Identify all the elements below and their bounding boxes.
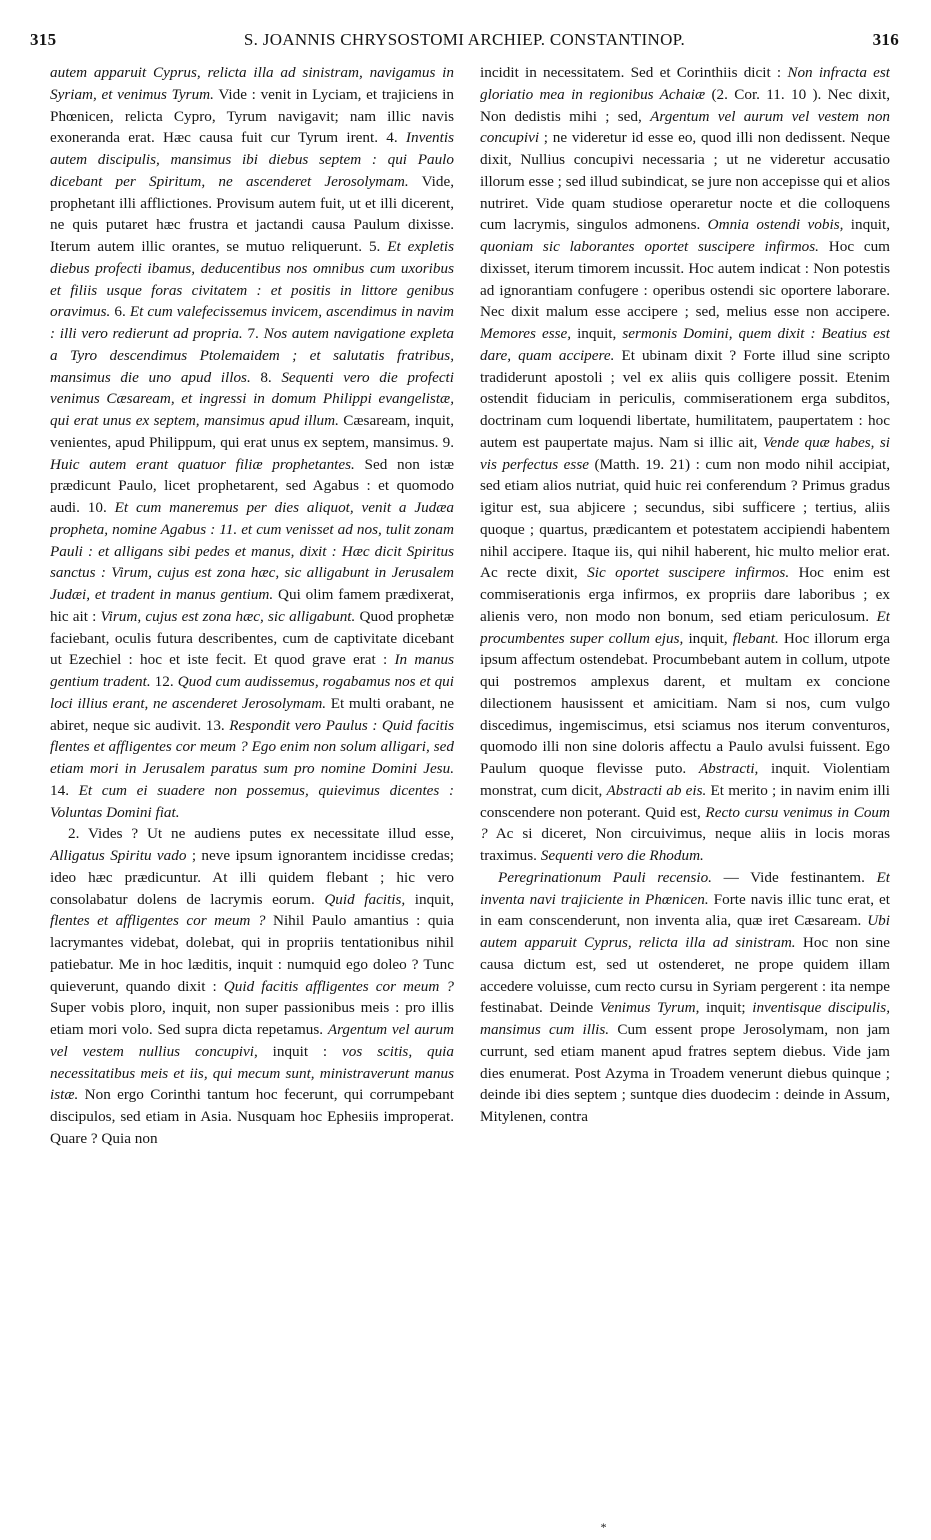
italic-text-run: Et inventa navi trajiciente in Phœnicen. (480, 868, 890, 908)
text-run: Hoc illorum erga ipsum affectum ostendebat. Procumbebant autem in collum, utpote qui postremos amplexus darent, et multam ex concione dilectionem hausissent et amicitiam. Nam si nos, cum vulgo discedimus, ingemiscimus, etsi sciamus nos iterum conventuros, quomodo illi non sine doloris affectu a Paulo avulsi fuissent. Ego Paulum quoque flevisse puto. (480, 629, 890, 777)
italic-text-run: Argentum vel aurum vel vestem nullius concupivi (50, 1021, 454, 1060)
text-run: Forte navis illic tunc erat, et in eam conscenderunt, non inventa alia, quæ iret Cæsaream. (480, 890, 890, 930)
italic-text-run: autem apparuit Cyprus, relicta illa ad sinistram, navigamus in Syriam, et venimus Tyrum. (50, 64, 454, 103)
text-run: 12. (150, 673, 178, 690)
italic-text-run: Et procumbentes super collum ejus, (480, 607, 890, 647)
italic-text-run: Sic oportet suscipere infirmos. (587, 564, 790, 582)
page-number-right: 316 (872, 30, 899, 49)
italic-text-run: flentes et affligentes cor meum ? (50, 912, 266, 930)
italic-text-run: Alligatus Spiritu vado (50, 847, 187, 864)
italic-text-run: Memores esse, (480, 325, 572, 342)
text-run: 14. (50, 781, 79, 799)
italic-text-run: Sequenti vero die profecti venimus Cæsaream, et ingressi in domum Philippi evangelistæ, qui erat unus ex septem, mansimus apud illum. (50, 368, 454, 429)
italic-text-run: Sequenti vero die Rhodum. (540, 847, 704, 864)
paragraph (50, 62, 454, 823)
text-run: Quod prophetæ faciebant, oculis futura describentes, cum de captivitate dicebant ut Ezechiel : hoc et iste fecit. Et quod grave erat : (50, 607, 454, 669)
text-run: Et merito ; in navim enim illi conscendere non poterant. Quid est, (480, 781, 890, 821)
paragraph (480, 62, 890, 867)
text-run: inquit, (571, 325, 623, 342)
italic-text-run: Quod cum audissemus, rogabamus nos et qui loci illius erant, ne ascenderet Jerosolymam. (50, 673, 454, 712)
italic-text-run: quoniam sic laborantes oportet suscipere infirmos. (480, 238, 819, 255)
italic-text-run: Respondit vero Paulus : Quid facitis flentes et affligentes cor meum ? Ego enim non solum alligari, sed etiam mori in Jerusalem paratus sum pro nomine Domini Jesu. (50, 716, 454, 777)
running-title: S. JOANNIS CHRYSOSTOMI ARCHIEP. CONSTANTINOP. (243, 30, 686, 49)
text-run: 6. (110, 303, 130, 321)
text-run: Non ergo Corinthi tantum hoc fecerunt, qui corrumpebant discipulos, sed etiam in Asia. Nusquam hoc Ephesiis improperat. Quare ? Quia non (50, 1086, 454, 1147)
italic-text-run: Et cum maneremus per dies aliquot, venit a Judæa propheta, nomine Agabus : 11. et cum venisset ad nos, tulit zonam Pauli : et alligans sibi pedes et manus, dixit : Hæc dicit Spiritus sanctus : Virum, cujus est zona hæc, sic alligabunt in Jerusalem Judæi, et tradent in manus gentium. (50, 499, 454, 603)
right-column (480, 62, 890, 1502)
running-header (30, 30, 899, 60)
text-run: Cum essent prope Jerosolymam, non jam currunt, sed etiam manent apud fratres septem diebus. Vide jam dies enumerat. Post Azyma in Troadem venerunt diebus quinque ; deinde ibi dies septem ; suntque dies duodecim : deinde in Assum, Mitylenen, contra (480, 1021, 890, 1125)
text-run: Sed non istæ prædicunt Paulo, licet prophetarent, sed Agabus : et quomodo audi. 10. (50, 455, 454, 516)
italic-text-run: Abstracti ab eis. (606, 781, 707, 799)
text-run: , inquit : (253, 1042, 343, 1060)
italic-text-run: Et cum valefecissemus invicem, ascendimus in navim : illi vero redierunt ad propria. (50, 303, 454, 342)
italic-text-run: Nos autem navigatione expleta a Tyro descendimus Ptolemaidem ; et salutatis fratribus, mansimus die uno apud illos. (50, 325, 454, 386)
italic-text-run: flebant. (732, 629, 779, 647)
italic-text-run: Abstracti, (698, 760, 759, 777)
text-run: Super vobis ploro, inquit, non super passionibus meis : pro illis etiam mori volo. Sed supra dicta repetamus. (50, 999, 454, 1038)
page-number-left: 315 (30, 30, 57, 49)
paragraph (50, 823, 454, 1149)
text-run: Vide, prophetant illi afflictiones. Provisum autem fuit, ut et illi dicerent, ne quis putaret hæc frustra et jactandi causa Paulum dixisse. Iterum autem illic orantes, se mutuo reliquerunt. 5. (50, 172, 454, 255)
text-run: inquit, (843, 216, 890, 234)
italic-text-run: Argentum vel aurum vel vestem non concupivi (480, 107, 890, 147)
text-run: Hoc non sine causa dictum est, sed ut ostenderet, ne prope quidem illam accedere voluisse, cum recto cursu in Syriam pergerent : ita nempe festinabat. Deinde (480, 934, 890, 1017)
text-run: Cæsaream, inquit, venientes, apud Philippum, qui erat unus ex septem, mansimus. 9. (50, 412, 454, 451)
italic-text-run: Huic autem erant quatuor filiæ prophetantes. (50, 455, 355, 473)
italic-text-run: Venimus Tyrum, (599, 999, 700, 1017)
text-run: inquit; (699, 999, 753, 1017)
text-run: Et multi orabant, ne abiret, neque sic audivit. 13. (50, 694, 454, 734)
italic-text-run: Recto cursu venimus in Coum ? (480, 803, 890, 843)
italic-text-run: sermonis Domini, quem dixit : Beatius est dare, quam accipere. (480, 325, 890, 364)
text-run: Hoc enim est commiserationis erga infirmos, ex propriis dare laboribus ; ex alienis vero, non modo non bonum, sed etiam periculosum. (480, 564, 890, 625)
italic-text-run: Inventis autem discipulis, mansimus ibi diebus septem : qui Paulo dicebant per Spiritum, ne ascenderet Jerosolymam. (50, 129, 454, 190)
paragraph (480, 867, 890, 1128)
text-run: Et ubinam dixit ? Forte illud sine scripto tradiderunt apostoli ; vel ex aliis quis colligere possit. Etenim ostendit fiduciam in periculis, commiserationem erga subditos, doctrinam cum loquendi libertate, humilitatem, paupertatem : hoc autem est paupertate majus. Nam si illic ait, (480, 346, 890, 451)
text-run: (Matth. 19. 21) : cum non modo nihil accipiat, sed etiam alios nutriat, quid huic rei conferendum ? Primus gradus igitur est, sua abjicere ; secundus, sibi sufficere ; tertius, aliis quoque ; quartus, prædicantem et potestatem accipiendi habentem nihil accipere. Itaque iis, qui nihil haberent, hic multo melior erat. Ac recte dixit, (480, 455, 890, 582)
text-run: inquit, (683, 629, 733, 647)
left-column (50, 62, 454, 1502)
text-run: 2. Vides ? Ut ne audiens putes ex necessitate illud esse, (68, 825, 454, 843)
text-run: (2. Cor. 11. 10 ). Nec dixit, Non dedistis mihi ; sed, (480, 85, 890, 125)
text-run: Qui olim famem prædixerat, hic ait : (50, 586, 454, 625)
italic-text-run: Quid facitis, (324, 890, 406, 908)
italic-text-run: Omnia ostendi vobis, (707, 216, 844, 234)
italic-text-run: inventisque discipulis, mansimus cum illis. (480, 999, 890, 1038)
text-run: 7. (242, 325, 264, 342)
text-run: incidit in necessitatem. Sed et Corinthiis dicit : (480, 64, 788, 81)
italic-text-run: vos scitis, quia necessitatibus meis et iis, qui mecum sunt, ministraverunt manus istæ. (50, 1042, 454, 1104)
italic-text-run: Vende quæ habes, si vis perfectus esse (480, 433, 890, 473)
text-run: ; neve ipsum ignorantem incidisse credas; ideo hæc prædicuntur. At illi quidem flebant ; hic vero consolabatur dolens de lacrymis eorum. (50, 847, 454, 908)
italic-text-run: Peregrinationum Pauli recensio. (498, 868, 712, 886)
text-run: 8. (250, 368, 282, 386)
italic-text-run: Non infracta est gloriatio mea in regionibus Achaiæ (480, 64, 890, 103)
text-run: Vide : venit in Lyciam, et trajiciens in Phœnicen, relicta Cypro, Tyrum navigavit; nam illic navis exoneranda erat. Hæc causa fuit cur Tyrum irent. 4. (50, 85, 454, 147)
italic-text-run: Quid facitis affligentes cor meum ? (223, 977, 454, 995)
text-run: Hoc cum dixisset, iterum timorem incussit. Hoc autem indicat : Non potestis ad ignorantiam confugere : operibus ostendi sic oportere laborare. Nec dixit malum esse accipere ; sed, melius esse non accipere. (480, 238, 890, 321)
italic-text-run: Virum, cujus est zona hæc, sic alligabunt. (100, 607, 356, 625)
text-run: ; ne videretur id esse eo, quod illi non dedissent. Neque dixit, Nullius concupivi necessaria ; ut ne videretur accusatio illorum esse ; sed illud subindicat, se jure non accepisse qui et alios nutriret. Vide quam studiose operaretur nocte et die colloquens cum lacrymis, singulos admonens. (480, 129, 890, 234)
footer-mark: * (600, 1520, 606, 1534)
italic-text-run: Et cum ei suadere non possemus, quievimus dicentes : Voluntas Domini fiat. (50, 781, 454, 821)
text-run: Nihil Paulo amantius : quia lacrymantes videbat, dolebat, qui in propriis tentationibus nihil patiebatur. Me in hoc læditis, inquit : numquid ego doleo ? Tunc quieverunt, quando dixit : (50, 912, 454, 995)
italic-text-run: Ubi autem apparuit Cyprus, relicta illa ad sinistram. (480, 912, 890, 951)
italic-text-run: In manus gentium tradent. (50, 651, 454, 690)
text-run: inquit. Violentiam monstrat, cum dicit, (480, 760, 890, 799)
text-run: inquit, (405, 890, 454, 908)
italic-text-run: Et expletis diebus profecti ibamus, deducentibus nos omnibus cum uxoribus et filiis usque foras civitatem : et positis in littore genibus oravimus. (50, 238, 454, 321)
text-run: Ac si diceret, Non circuivimus, neque aliis in locis moras traximus. (480, 825, 890, 864)
text-run: — Vide festinantem. (711, 868, 877, 886)
